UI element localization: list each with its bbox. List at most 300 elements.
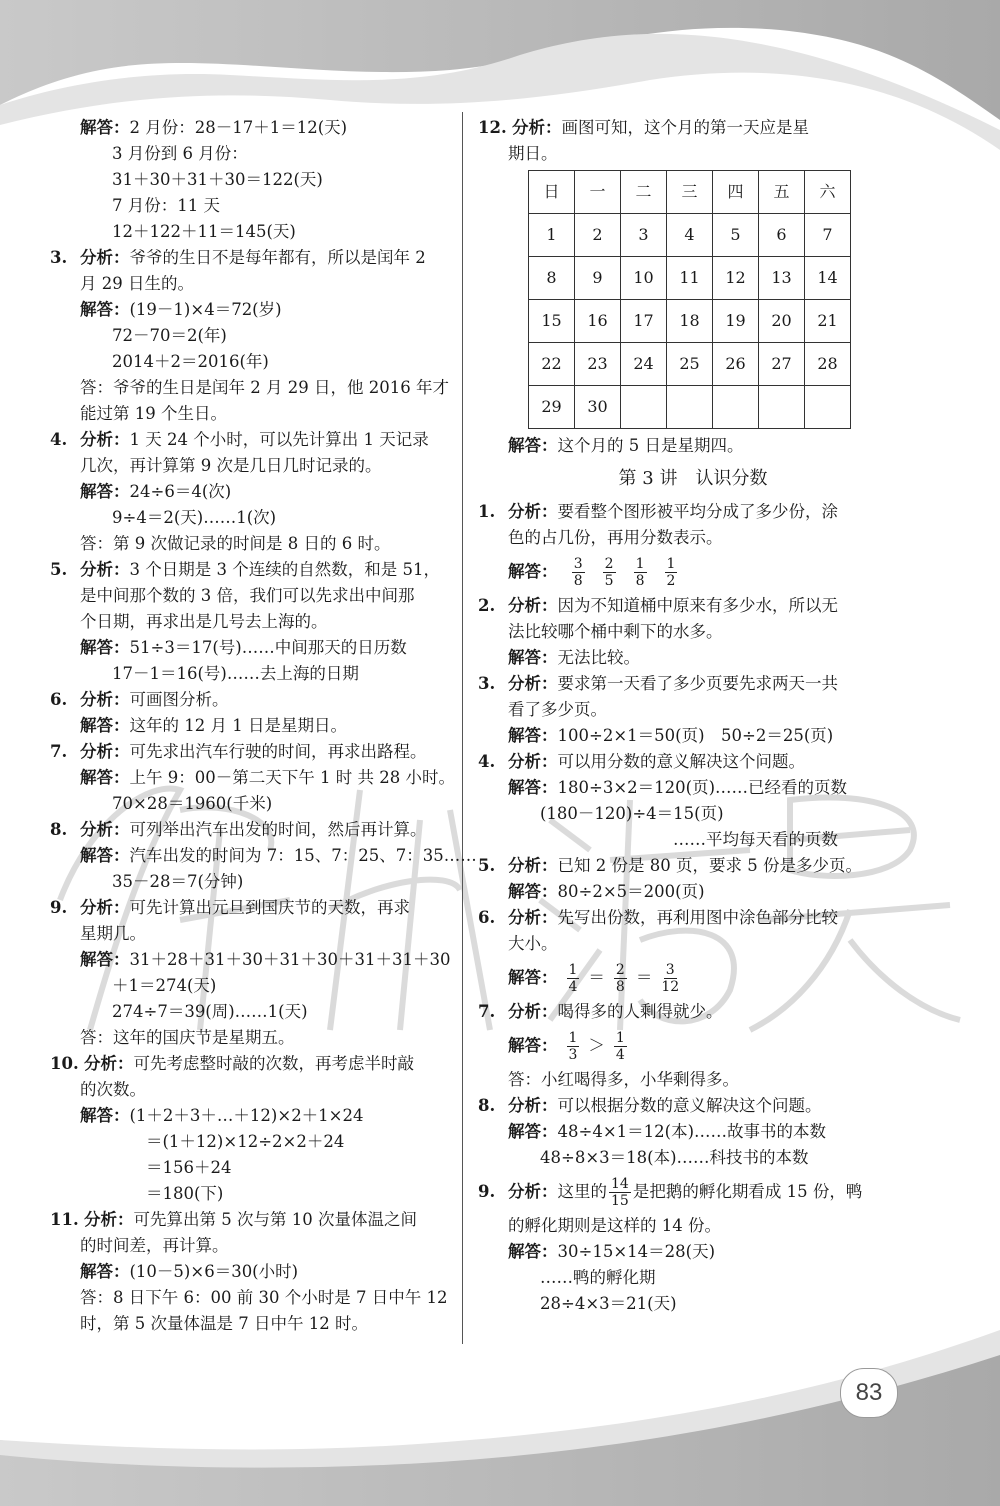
- text-line: 解答：无法比较。: [508, 648, 640, 667]
- calendar-day: 27: [759, 343, 805, 386]
- line-text: ＝180(下): [146, 1184, 224, 1203]
- fraction: [665, 556, 678, 589]
- analysis-label: 分析: [80, 742, 113, 761]
- calendar-day: [759, 386, 805, 429]
- text-line: [50, 661, 460, 687]
- calendar-day: 23: [575, 343, 621, 386]
- answer-label: 解答: [80, 300, 113, 319]
- text-line: 8. 分析：可列举出汽车出发的时间，然后再计算。: [50, 817, 460, 843]
- operator: ＝: [635, 968, 653, 987]
- text-line: [50, 1285, 460, 1311]
- question-number: 3.: [50, 248, 68, 267]
- q1-answer: 解答： $\frac{3}{8}$ $\frac{2}{5}$ $\frac{1}{8}$ $\frac{1}{2}$: [478, 551, 888, 593]
- line-text: 的时间差，再计算。: [80, 1236, 229, 1255]
- q9-answer-text: 30÷15×14＝28(天): [557, 1242, 716, 1261]
- line-text: 48÷4×1＝12(本)……故事书的本数: [557, 1122, 827, 1141]
- text-line: 解答：这年的 12 月 1 日是星期日。: [80, 716, 347, 735]
- calendar-week-row: [529, 343, 851, 386]
- text-line: [50, 531, 460, 557]
- answer-label: 解答: [80, 716, 113, 735]
- operator: ＝: [588, 968, 605, 987]
- operator: ＞: [588, 1036, 605, 1055]
- text-line: 4. 分析：可以用分数的意义解决这个问题。: [478, 749, 888, 775]
- analysis-label: 分析: [508, 856, 541, 875]
- q9-text-post: 是把鹅的孵化期看成 15 份，鸭: [632, 1182, 863, 1201]
- q12-analysis: [478, 115, 888, 167]
- fraction: [614, 962, 627, 995]
- text-line: [50, 1181, 460, 1207]
- line-text: 17－1＝16(号)……去上海的日期: [112, 664, 359, 683]
- text-line: 解答：100÷2×1＝50(页) 50÷2＝25(页): [508, 726, 834, 745]
- answer-label: 解答: [80, 846, 113, 865]
- text-line: 8. 分析：可以根据分数的意义解决这个问题。: [478, 1093, 888, 1119]
- answer-label: 解答: [80, 1106, 113, 1125]
- analysis-label: 分析: [508, 1002, 541, 1021]
- line-text: 星期几。: [80, 924, 146, 943]
- line-text: ＝156＋24: [146, 1158, 232, 1177]
- text-line: [50, 323, 460, 349]
- numerator: 3: [573, 556, 583, 572]
- line-text: 100÷2×1＝50(页) 50÷2＝25(页): [557, 726, 834, 745]
- question-number: 2.: [478, 596, 496, 615]
- question-number: 5.: [50, 560, 68, 579]
- text-line: 解答：24÷6＝4(次): [80, 482, 232, 501]
- fraction: [603, 556, 616, 589]
- denominator: 15: [611, 1193, 629, 1209]
- line-text: 31＋28＋31＋30＋31＋30＋31＋31＋30: [129, 950, 451, 969]
- question-number: 5.: [478, 856, 496, 875]
- answer-label: 解答: [508, 726, 541, 745]
- text-line: 5. 分析：3 个日期是 3 个连续的自然数，和是 51，: [50, 557, 460, 583]
- calendar-weekday: 二: [621, 171, 667, 214]
- answer-label: 解答: [508, 882, 541, 901]
- analysis-label: 分析: [508, 596, 541, 615]
- line-text: ……平均每天看的页数: [574, 830, 838, 849]
- q1-analysis: [478, 499, 888, 551]
- page-number: 83: [840, 1368, 898, 1418]
- text-line: [478, 525, 888, 551]
- line-text: 可画图分析。: [129, 690, 229, 709]
- calendar-day: 21: [805, 300, 851, 343]
- question-number: 10.: [50, 1054, 79, 1073]
- line-text: 是中间那个数的 3 倍，我们可以先求出中间那: [80, 586, 415, 605]
- line-text: 274÷7＝39(周)……1(天): [112, 1002, 308, 1021]
- line-text: 法比较哪个桶中剩下的水多。: [508, 622, 723, 641]
- text-line: [50, 505, 460, 531]
- section-title: 第 3 讲 认识分数: [618, 468, 768, 489]
- answer-label: 解答: [80, 118, 113, 137]
- calendar-weekday: 日: [529, 171, 575, 214]
- answer-label: 解答: [508, 1036, 541, 1055]
- fraction: [634, 556, 647, 589]
- calendar-day: [621, 386, 667, 429]
- numerator: 2: [615, 962, 625, 978]
- answer-label: 解答: [508, 1242, 541, 1261]
- text-line: [50, 167, 460, 193]
- text-line: [50, 1233, 460, 1259]
- line-text: 大小。: [508, 934, 558, 953]
- text-line: 9. 分析：可先计算出元旦到国庆节的天数，再求: [50, 895, 460, 921]
- answer-label: 解答: [80, 1262, 113, 1281]
- question-number: 7.: [478, 1002, 496, 1021]
- line-text: 24÷6＝4(次): [129, 482, 232, 501]
- analysis-label: 分析: [84, 1054, 117, 1073]
- text-line: [50, 1311, 460, 1337]
- answer-label: 解答: [508, 648, 541, 667]
- question-number: 3.: [478, 674, 496, 693]
- text-line: [50, 219, 460, 245]
- calendar-day: 17: [621, 300, 667, 343]
- calendar-day: 12: [713, 257, 759, 300]
- line-text: 可先求出汽车行驶的时间，再求出路程。: [129, 742, 427, 761]
- line-text: 3 月份到 6 月份：: [112, 144, 248, 163]
- line-text: 可先算出第 5 次与第 10 次量体温之间: [133, 1210, 417, 1229]
- calendar-week-row: [529, 300, 851, 343]
- line-text: 48÷8×3＝18(本)……科技书的本数: [540, 1148, 809, 1167]
- line-text: 时，第 5 次量体温是 7 日中午 12 时。: [80, 1314, 368, 1333]
- calendar-day: [805, 386, 851, 429]
- line-text: 因为不知道桶中原来有多少水，所以无: [557, 596, 838, 615]
- q2-to-q6-text: [478, 593, 888, 957]
- calendar-day: 19: [713, 300, 759, 343]
- line-text: 可先考虑整时敲的次数，再考虑半时敲: [133, 1054, 414, 1073]
- q7-answer: 解答： $\frac{1}{3}$ ＞ $\frac{1}{4}$: [478, 1025, 888, 1067]
- line-text: 几次，再计算第 9 次是几日几时记录的。: [80, 456, 382, 475]
- line-text: 这个月的 5 日是星期四。: [557, 436, 744, 455]
- line-text: 汽车出发的时间为 7：15、7：25、7：35……: [129, 846, 477, 865]
- answer-label: 解答: [80, 768, 113, 787]
- text-line: [50, 1025, 460, 1051]
- line-text: 可先计算出元旦到国庆节的天数，再求: [129, 898, 410, 917]
- calendar-day: 7: [805, 214, 851, 257]
- q12-answer: [478, 433, 888, 459]
- line-text: 月 29 日生的。: [80, 274, 194, 293]
- text-line: 解答：上午 9：00－第二天下午 1 时 共 28 小时。: [80, 768, 455, 787]
- analysis-label: 分析: [80, 430, 113, 449]
- line-text: 个日期，再求出是几号去上海的。: [80, 612, 328, 631]
- line-text: 72－70＝2(年): [112, 326, 227, 345]
- answer-label: 解答: [508, 562, 541, 581]
- calendar-day: 2: [575, 214, 621, 257]
- calendar-day: 20: [759, 300, 805, 343]
- q9-fraction: [609, 1176, 631, 1209]
- answer-label: 解答: [80, 638, 113, 657]
- denominator: 2: [666, 573, 676, 589]
- line-text: 爷爷的生日不是每年都有，所以是闰年 2: [129, 248, 426, 267]
- right-column: [478, 115, 888, 1317]
- question-number: 8.: [478, 1096, 496, 1115]
- numerator: 1: [568, 962, 578, 978]
- q9-answer: 解答：30÷15×14＝28(天): [508, 1242, 716, 1261]
- numerator: 1: [635, 556, 645, 572]
- text-line: 12. 分析：画图可知，这个月的第一天应是星: [478, 115, 888, 141]
- question-number: 9.: [478, 1182, 496, 1201]
- question-number: 9.: [50, 898, 68, 917]
- text-line: 解答：(1＋2＋3＋…＋12)×2＋1×24: [80, 1106, 364, 1125]
- calendar-day: 3: [621, 214, 667, 257]
- question-number: 8.: [50, 820, 68, 839]
- line-text: 12＋122＋11＝145(天): [112, 222, 296, 241]
- text-line: 6. 分析：可画图分析。: [50, 687, 460, 713]
- calendar-day: 8: [529, 257, 575, 300]
- calendar-week-row: [529, 386, 851, 429]
- analysis-label: 分析: [80, 248, 113, 267]
- text-line: [50, 193, 460, 219]
- question-number: 6.: [50, 690, 68, 709]
- answer-label: 解答: [508, 1122, 541, 1141]
- analysis-label: 分析: [508, 1182, 541, 1201]
- line-text: 9÷4＝2(天)……1(次): [112, 508, 277, 527]
- text-line: [50, 349, 460, 375]
- line-text: 可列举出汽车出发的时间，然后再计算。: [129, 820, 427, 839]
- line-text: (1＋2＋3＋…＋12)×2＋1×24: [129, 1106, 364, 1125]
- text-line: [50, 1129, 460, 1155]
- line-text: 先写出份数，再利用图中涂色部分比较: [557, 908, 838, 927]
- line-text: 可以用分数的意义解决这个问题。: [557, 752, 805, 771]
- answer-label: 解答: [508, 436, 541, 455]
- line-text: 答：这年的国庆节是星期五。: [80, 1028, 295, 1047]
- fraction: [572, 556, 585, 589]
- text-line: 5. 分析：已知 2 份是 80 页，要求 5 份是多少页。: [478, 853, 888, 879]
- analysis-label: 分析: [80, 560, 113, 579]
- numerator: 1: [666, 556, 676, 572]
- text-line: [478, 1067, 888, 1093]
- q6-answer: 解答： $\frac{1}{4}$ ＝ $\frac{2}{8}$ ＝ $\frac{3}{12}$: [478, 957, 888, 999]
- text-line: 解答：汽车出发的时间为 7：15、7：25、7：35……: [80, 846, 477, 865]
- question-number: 12.: [478, 118, 507, 137]
- line-text: 80÷2×5＝200(页): [557, 882, 705, 901]
- calendar-day: 15: [529, 300, 575, 343]
- line-text: 答：爷爷的生日是闰年 2 月 29 日，他 2016 年才: [80, 378, 449, 397]
- calendar-week-row: [529, 257, 851, 300]
- answer-label: 解答: [508, 778, 541, 797]
- calendar-day: 29: [529, 386, 575, 429]
- text-line: [50, 1155, 460, 1181]
- fraction: [661, 962, 679, 995]
- fraction: [567, 962, 580, 995]
- text-line: 解答：180÷3×2＝120(页)……已经看的页数: [508, 778, 848, 797]
- text-line: [478, 827, 888, 853]
- question-number: 7.: [50, 742, 68, 761]
- analysis-label: 分析: [508, 752, 541, 771]
- text-line: 解答：(10－5)×6＝30(小时): [80, 1262, 299, 1281]
- calendar-day: 9: [575, 257, 621, 300]
- line-text: 画图可知，这个月的第一天应是星: [561, 118, 809, 137]
- answer-label: 解答: [508, 968, 541, 987]
- text-line: 解答：2 月份：28－17＋1＝12(天): [80, 118, 348, 137]
- calendar-day: 6: [759, 214, 805, 257]
- line-text: 70×28＝1960(千米): [112, 794, 273, 813]
- line-text: 31＋30＋31＋30＝122(天): [112, 170, 323, 189]
- text-line: 3. 分析：爷爷的生日不是每年都有，所以是闰年 2: [50, 245, 460, 271]
- question-number: 4.: [50, 430, 68, 449]
- text-line: [50, 453, 460, 479]
- calendar-day: [713, 386, 759, 429]
- q9-answer-note: ……鸭的孵化期: [540, 1268, 656, 1287]
- denominator: 4: [615, 1047, 625, 1063]
- text-line: 2. 分析：因为不知道桶中原来有多少水，所以无: [478, 593, 888, 619]
- fraction: [567, 1030, 580, 1063]
- calendar-header-row: [529, 171, 851, 214]
- text-line: [50, 401, 460, 427]
- calendar-day: 14: [805, 257, 851, 300]
- text-line: 11. 分析：可先算出第 5 次与第 10 次量体温之间: [50, 1207, 460, 1233]
- line-text: 已知 2 份是 80 页，要求 5 份是多少页。: [557, 856, 862, 875]
- text-line: 解答：(19－1)×4＝72(岁): [80, 300, 282, 319]
- line-text: 的次数。: [80, 1080, 146, 1099]
- text-line: [50, 791, 460, 817]
- analysis-label: 分析: [84, 1210, 117, 1229]
- fraction: [614, 1030, 627, 1063]
- denominator: 8: [573, 573, 583, 589]
- line-text: 答：第 9 次做记录的时间是 8 日的 6 时。: [80, 534, 391, 553]
- line-text: 能过第 19 个生日。: [80, 404, 227, 423]
- text-line: 解答：48÷4×1＝12(本)……故事书的本数: [508, 1122, 827, 1141]
- line-text: 期日。: [508, 144, 558, 163]
- numerator: 3: [665, 962, 675, 978]
- text-line: [50, 271, 460, 297]
- line-text: 180÷3×2＝120(页)……已经看的页数: [557, 778, 848, 797]
- text-line: 1. 分析：要看整个图形被平均分成了多少份，涂: [478, 499, 888, 525]
- calendar-day: 10: [621, 257, 667, 300]
- question-number: 6.: [478, 908, 496, 927]
- analysis-label: 分析: [508, 674, 541, 693]
- text-line: 解答：这个月的 5 日是星期四。: [508, 436, 744, 455]
- text-line: [478, 141, 888, 167]
- line-text: (180－120)÷4＝15(页): [540, 804, 724, 823]
- line-text: 7 月份：11 天: [112, 196, 220, 215]
- line-text: 无法比较。: [557, 648, 640, 667]
- line-text: 答：8 日下午 6：00 前 30 个小时是 7 日中午 12: [80, 1288, 448, 1307]
- denominator: 3: [568, 1047, 578, 1063]
- calendar-day: 30: [575, 386, 621, 429]
- numerator: 2: [604, 556, 614, 572]
- text-line: [50, 141, 460, 167]
- denominator: 12: [661, 979, 680, 995]
- calendar-day: [667, 386, 713, 429]
- question-number: 1.: [478, 502, 496, 521]
- analysis-label: 分析: [508, 1096, 541, 1115]
- calendar-day: 24: [621, 343, 667, 386]
- q9-text-pre: 这里的: [557, 1182, 607, 1201]
- line-text: (10－5)×6＝30(小时): [129, 1262, 299, 1281]
- numerator: 1: [568, 1030, 578, 1046]
- calendar-day: 16: [575, 300, 621, 343]
- q7-q8-text: [478, 1067, 888, 1171]
- calendar-weekday: 五: [759, 171, 805, 214]
- denominator: 8: [635, 573, 645, 589]
- calendar-weekday: 六: [805, 171, 851, 214]
- line-text: 3 个日期是 3 个连续的自然数，和是 51，: [129, 560, 440, 579]
- calendar-day: 4: [667, 214, 713, 257]
- line-text: 这年的 12 月 1 日是星期日。: [129, 716, 347, 735]
- calendar-day: 25: [667, 343, 713, 386]
- calendar-table: [528, 170, 851, 429]
- line-text: 35－28＝7(分钟): [112, 872, 244, 891]
- question-number: 4.: [478, 752, 496, 771]
- text-line: [50, 999, 460, 1025]
- analysis-label: 分析: [508, 908, 541, 927]
- text-line: 解答：31＋28＋31＋30＋31＋30＋31＋31＋30: [80, 950, 451, 969]
- line-text: 2014＋2＝2016(年): [112, 352, 269, 371]
- calendar-week-row: [529, 214, 851, 257]
- analysis-label: 分析: [80, 898, 113, 917]
- analysis-label: 分析: [80, 820, 113, 839]
- text-line: [478, 801, 888, 827]
- calendar-weekday: 三: [667, 171, 713, 214]
- text-line: 6. 分析：先写出份数，再利用图中涂色部分比较: [478, 905, 888, 931]
- q9-analysis: 9. 分析：这里的 $\frac{14}{15}$ 是把鹅的孵化期看成 15 份，鸭: [478, 1171, 888, 1213]
- text-line: 解答：51÷3＝17(号)……中间那天的日历数: [80, 638, 407, 657]
- left-column: [50, 115, 477, 1337]
- line-text: 要求第一天看了多少页要先求两天一共: [557, 674, 838, 693]
- line-text: 色的占几份，再用分数表示。: [508, 528, 723, 547]
- answer-label: 解答: [80, 482, 113, 501]
- line-text: ＋1＝274(天): [112, 976, 217, 995]
- question-number: 11.: [50, 1210, 79, 1229]
- text-line: [50, 583, 460, 609]
- text-line: 解答：80÷2×5＝200(页): [508, 882, 705, 901]
- line-text: (19－1)×4＝72(岁): [129, 300, 282, 319]
- text-line: [50, 921, 460, 947]
- calendar-day: 26: [713, 343, 759, 386]
- calendar-weekday: 四: [713, 171, 759, 214]
- q9-line2: 的孵化期则是这样的 14 份。: [508, 1216, 721, 1235]
- denominator: 4: [568, 979, 578, 995]
- calendar-day: 11: [667, 257, 713, 300]
- line-text: ＝(1＋12)×12÷2×2＋24: [146, 1132, 345, 1151]
- text-line: [50, 375, 460, 401]
- calendar-day: 13: [759, 257, 805, 300]
- line-text: 1 天 24 个小时，可以先计算出 1 天记录: [129, 430, 429, 449]
- q7-analysis: 7. 分析：喝得多的人剩得就少。: [478, 999, 888, 1025]
- text-line: [478, 619, 888, 645]
- analysis-label: 分析: [80, 690, 113, 709]
- calendar-day: 1: [529, 214, 575, 257]
- line-text: 51÷3＝17(号)……中间那天的日历数: [129, 638, 407, 657]
- line-text: 要看整个图形被平均分成了多少份，涂: [557, 502, 838, 521]
- q7-analysis-text: 喝得多的人剩得就少。: [557, 1002, 723, 1021]
- calendar-day: 22: [529, 343, 575, 386]
- line-text: 上午 9：00－第二天下午 1 时 共 28 小时。: [129, 768, 455, 787]
- line-text: 2 月份：28－17＋1＝12(天): [129, 118, 348, 137]
- answer-label: 解答: [80, 950, 113, 969]
- q9-answer-line3: 28÷4×3＝21(天): [540, 1294, 677, 1313]
- text-line: [50, 973, 460, 999]
- text-line: [478, 697, 888, 723]
- line-text: 可以根据分数的意义解决这个问题。: [557, 1096, 822, 1115]
- numerator: 1: [615, 1030, 625, 1046]
- text-line: 7. 分析：可先求出汽车行驶的时间，再求出路程。: [50, 739, 460, 765]
- text-line: 4. 分析：1 天 24 个小时，可以先计算出 1 天记录: [50, 427, 460, 453]
- line-text: 答：小红喝得多，小华剩得多。: [508, 1070, 739, 1089]
- denominator: 8: [615, 979, 625, 995]
- text-line: [50, 869, 460, 895]
- calendar-day: 28: [805, 343, 851, 386]
- denominator: 5: [604, 573, 614, 589]
- text-line: [50, 1077, 460, 1103]
- text-line: 3. 分析：要求第一天看了多少页要先求两天一共: [478, 671, 888, 697]
- calendar-day: 18: [667, 300, 713, 343]
- text-line: [478, 931, 888, 957]
- column-divider: [462, 112, 463, 1344]
- calendar-day: 5: [713, 214, 759, 257]
- analysis-label: 分析: [512, 118, 545, 137]
- text-line: 10. 分析：可先考虑整时敲的次数，再考虑半时敲: [50, 1051, 460, 1077]
- text-line: [50, 609, 460, 635]
- calendar-weekday: 一: [575, 171, 621, 214]
- text-line: [478, 1145, 888, 1171]
